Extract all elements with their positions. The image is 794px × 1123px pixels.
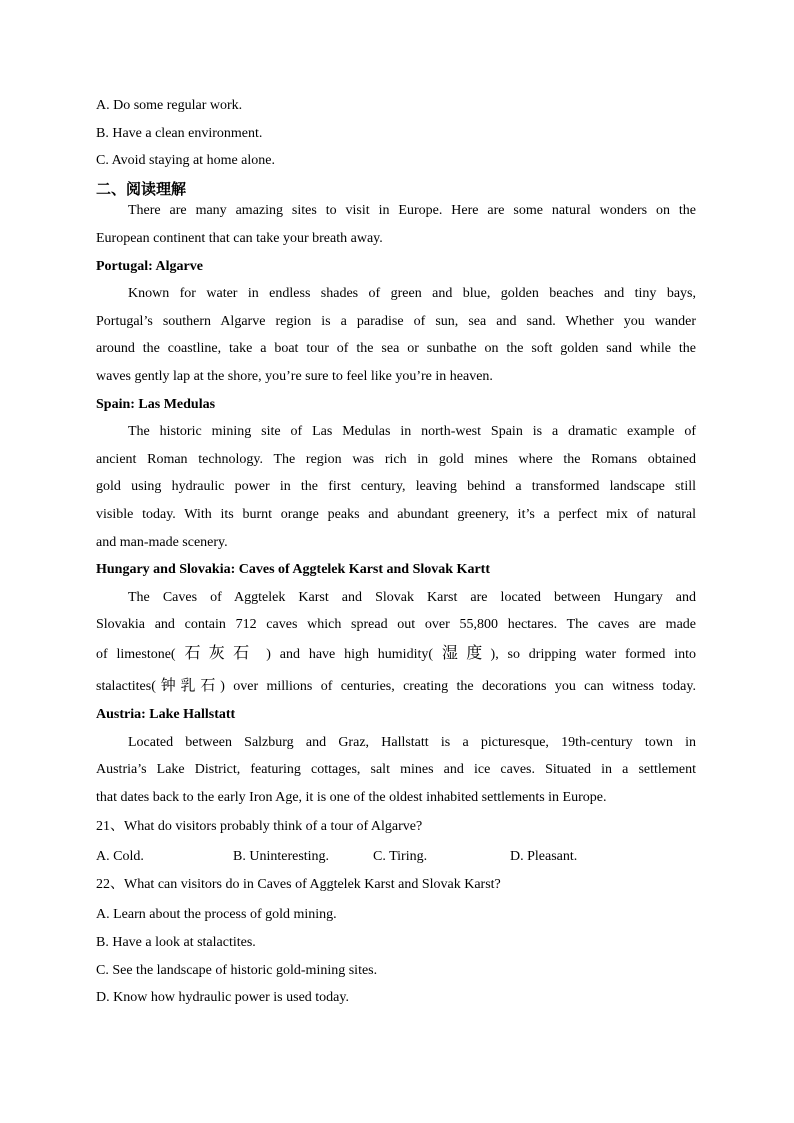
spain-line-2: ancient Roman technology. The region was rich in gold mines where the Romans obtained (96, 452, 696, 467)
q22-option-d: D. Know how hydraulic power is used today. (96, 990, 349, 1005)
austria-line-1: Located between Salzburg and Graz, Hallstatt is a picturesque, 19th-century town in (128, 735, 696, 750)
hungary-line-4-a: stalactites( (96, 679, 156, 694)
prev-option-a: A. Do some regular work. (96, 98, 243, 113)
intro-line-1: There are many amazing sites to visit in Europe. Here are some natural wonders on the (128, 203, 696, 218)
spain-heading: Spain: Las Medulas (96, 397, 216, 412)
portugal-line-4: waves gently lap at the shore, you’re sure to feel like you’re in heaven. (96, 369, 493, 384)
q22-option-c: C. See the landscape of historic gold-mining sites. (96, 963, 378, 978)
chinese-limestone: 石灰石 (184, 643, 258, 662)
spain-line-3: gold using hydraulic power in the first century, leaving behind a transformed landscape still (96, 479, 696, 494)
hungary-heading: Hungary and Slovakia: Caves of Aggtelek Karst and Slovak Kartt (96, 562, 490, 577)
spain-line-5: and man-made scenery. (96, 535, 228, 550)
chinese-humidity: 湿度 (441, 643, 491, 662)
q21-option-c: C. Tiring. (373, 849, 428, 864)
section-heading: 二、阅读理解 (96, 180, 187, 198)
q22-option-a: A. Learn about the process of gold mining. (96, 907, 337, 922)
portugal-line-1: Known for water in endless shades of green and blue, golden beaches and tiny bays, (128, 286, 696, 301)
hungary-line-2: Slovakia and contain 712 caves which spread out over 55,800 hectares. The caves are made (96, 617, 696, 632)
portugal-heading: Portugal: Algarve (96, 259, 203, 274)
portugal-line-2: Portugal’s southern Algarve region is a paradise of sun, sea and sand. Whether you wander (96, 314, 696, 329)
spain-line-4: visible today. With its burnt orange peaks and abundant greenery, it’s a perfect mix of natural (96, 507, 696, 522)
austria-heading: Austria: Lake Hallstatt (96, 707, 236, 722)
hungary-line-3-b: ) and have high humidity( (266, 647, 434, 662)
q21-question: 21、What do visitors probably think of a tour of Algarve? (96, 819, 423, 834)
prev-option-b: B. Have a clean environment. (96, 126, 263, 141)
austria-line-2: Austria’s Lake District, featuring cottages, salt mines and ice caves. Situated in a settlement (96, 762, 696, 777)
austria-line-3: that dates back to the early Iron Age, it is one of the oldest inhabited settlements in Europe. (96, 790, 607, 805)
hungary-line-1: The Caves of Aggtelek Karst and Slovak Karst are located between Hungary and (128, 590, 696, 605)
hungary-line-4-b: ) over millions of centuries, creating the decorations you can witness today. (220, 679, 696, 694)
q22-option-b: B. Have a look at stalactites. (96, 935, 256, 950)
chinese-stalactites: 钟乳石 (155, 676, 221, 694)
q21-option-a: A. Cold. (96, 849, 144, 864)
intro-line-2: European continent that can take your breath away. (96, 231, 383, 246)
q21-option-b: B. Uninteresting. (233, 849, 330, 864)
q21-option-d: D. Pleasant. (510, 849, 578, 864)
hungary-line-4 (96, 676, 696, 696)
portugal-line-3: around the coastline, take a boat tour of the sea or sunbathe on the soft golden sand while the (96, 341, 696, 356)
spain-line-1: The historic mining site of Las Medulas in north-west Spain is a dramatic example of (128, 424, 696, 439)
hungary-line-3-c: ), so dripping water formed into (490, 647, 697, 662)
q22-question: 22、What can visitors do in Caves of Aggtelek Karst and Slovak Karst? (96, 877, 501, 892)
prev-option-c: C. Avoid staying at home alone. (96, 153, 275, 168)
hungary-line-3-a: of limestone( (96, 647, 176, 662)
hungary-line-3 (96, 644, 696, 664)
